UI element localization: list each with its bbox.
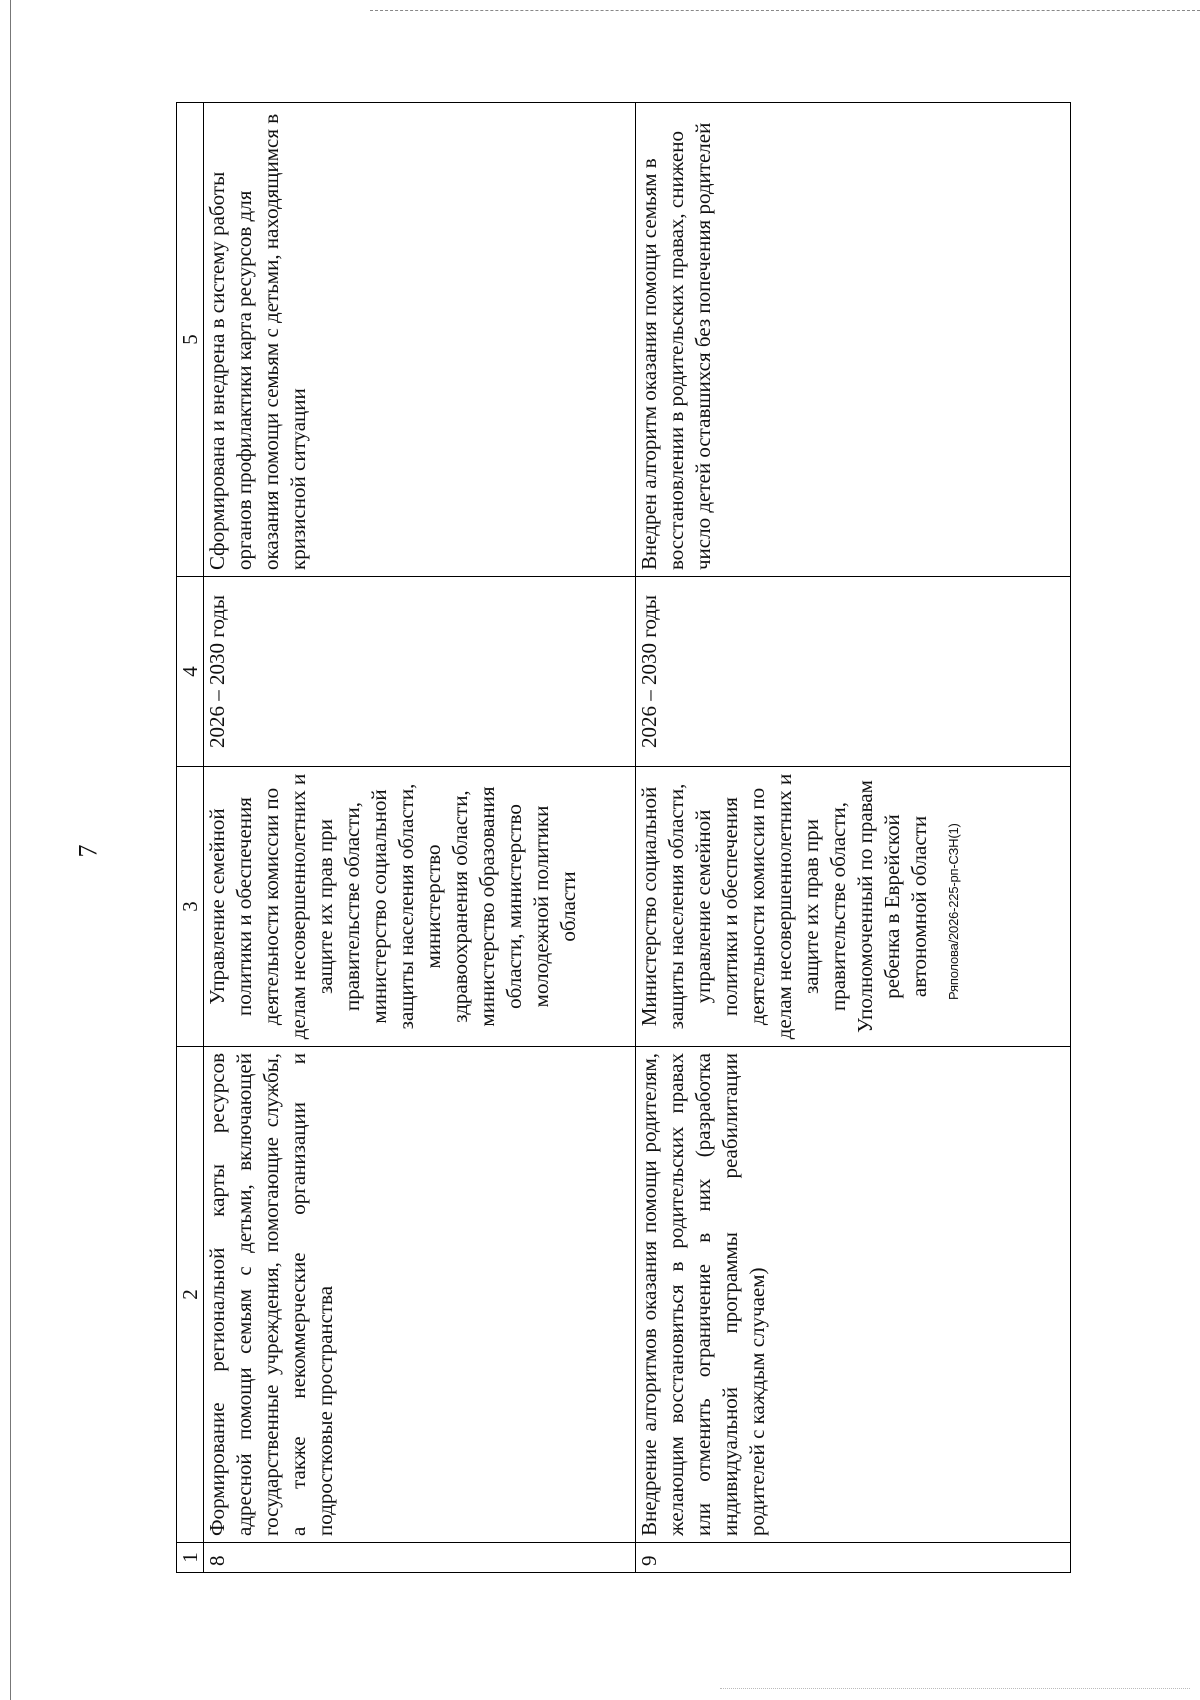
plan-table <box>176 102 1071 1573</box>
period-cell: 2026 – 2030 годы <box>636 577 1071 767</box>
document-reference: Ряполова/2026-225-рп-СЗН(1) <box>946 823 961 1000</box>
table-row <box>636 103 1071 1573</box>
result-cell: Внедрен алгоритм оказания помощи семьям в восстановлении в родительских правах, снижено число детей оставшихся без попечения родителей <box>636 103 1071 577</box>
column-number: 3 <box>177 767 204 1047</box>
scan-edge <box>720 1688 1190 1689</box>
result-cell: Сформирована и внедрена в систему работы органов профилактики карта ресурсов для оказания помощи семьям с детьми, находящимся в кризисной ситуации <box>204 103 636 577</box>
measure-cell: Внедрение алгоритмов оказания помощи родителям, желающим восстановиться в родительских правах или отменить ограничение в них (разработка индивидуальной программы реабилитации родителей с каждым случаем) <box>636 1047 1071 1543</box>
period-cell: 2026 – 2030 годы <box>204 577 636 767</box>
column-number-row <box>177 103 204 1573</box>
column-number: 2 <box>177 1047 204 1543</box>
column-number: 4 <box>177 577 204 767</box>
row-number: 8 <box>204 1543 636 1573</box>
executors-cell: Управление семейной политики и обеспечения деятельности комиссии по делам несовершеннолетних и защите их прав при правительстве области, министерство социальной защиты населения области, министерство здравоохранения области, министерство образования области, министерство молодежной политики области <box>204 767 636 1047</box>
measure-cell: Формирование региональной карты ресурсов адресной помощи семьям с детьми, включающей государственные учреждения, помогающие службы, а также некоммерческие организации и подростковые пространства <box>204 1047 636 1543</box>
plan-table-rotated <box>176 103 1071 1573</box>
column-number: 1 <box>177 1543 204 1573</box>
column-number: 5 <box>177 103 204 577</box>
row-number: 9 <box>636 1543 1071 1573</box>
scan-edge <box>370 10 1200 11</box>
executors-cell: Министерство социальной защиты населения области, управление семейной политики и обеспечения деятельности комиссии по делам несовершеннолетних и защите их прав при правительстве области, Уполномоченный по правам ребенка в Еврейской автономной области <box>636 767 1071 1047</box>
scan-edge <box>10 0 11 1700</box>
table-row <box>204 103 636 1573</box>
page-number: 7 <box>73 844 103 858</box>
